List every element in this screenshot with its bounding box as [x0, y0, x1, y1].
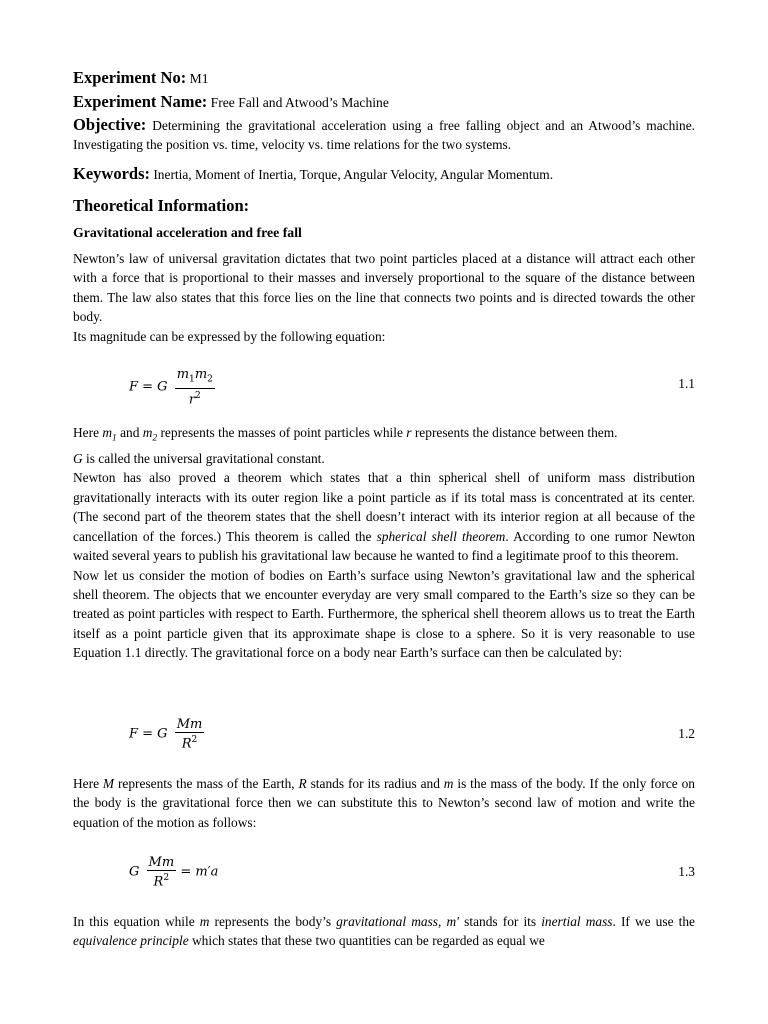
fraction-denominator: $R^2$	[181, 735, 198, 752]
paragraph-text: Here M represents the mass of the Earth, R stands for its radius and m is the mass of the body. If the only force on the body is the gravitational force then we can substitute this to Newton’s second law of motion and write the equation of the motion as follows:	[73, 776, 695, 830]
equation-number: 1.2	[678, 726, 695, 741]
paragraph-newton-law	[73, 249, 695, 346]
keywords-paragraph	[73, 164, 695, 184]
objective-label: Objective:	[73, 115, 147, 134]
fraction-numerator: Mm	[148, 855, 175, 870]
keywords-label: Keywords:	[73, 164, 150, 183]
subsection-title: Gravitational acceleration and free fall	[73, 225, 302, 240]
paragraph-text: In this equation while m represents the body’s gravitational mass, m′ stands for its inertial mass. If we use the equivalence principle which states that these two quantities can be regarded as equal we	[73, 914, 695, 949]
paragraph-text: Newton’s law of universal gravitation dictates that two point particles placed at a distance will attract each other with a force that is proportional to their masses and inversely proportional to the square of the distance between them. The law also states that this force lies on the line that connects two points and is directed towards the other body.	[73, 251, 695, 325]
paragraph-equivalence	[73, 912, 695, 951]
paragraph-earth-mass	[73, 774, 695, 832]
fraction-denominator: $r^2$	[188, 390, 201, 407]
experiment-name-line	[73, 92, 389, 112]
fraction	[147, 855, 177, 889]
experiment-name-value: Free Fall and Atwood’s Machine	[207, 95, 389, 110]
paragraph-earth-surface: Now let us consider the motion of bodies on Earth’s surface using Newton’s gravitational law and the spherical shell theorem. The objects that we encounter everyday are very small compared to the Earth’s size so they can be treated as point particles with respect to Earth. Furthermore, the spherical shell theorem allows us to treat the Earth itself as a point particle given that its approximate shape is close to a sphere. So it is very reasonable to use Equation 1.1 directly. The gravitational force on a body near Earth’s surface can then be calculated by:	[73, 567, 695, 661]
equation-1-3	[129, 855, 218, 889]
equation-lhs: F = G	[129, 726, 168, 742]
equation-1-2	[129, 717, 204, 751]
fraction-denominator: $R^2$	[153, 873, 170, 890]
equation-number: 1.1	[678, 376, 695, 391]
fraction-numerator: $m_1m_2$	[175, 367, 215, 389]
equation-number: 1.3	[678, 864, 695, 879]
paragraph-variables: Here $m_1$ and $m_2$ represents the masses of point particles while r represents the distance between them. G is called the universal gravitational constant.	[73, 425, 618, 467]
equation-1-1	[129, 367, 215, 407]
paragraph-shell-theorem	[73, 423, 695, 663]
equation-rhs: = m′a	[180, 864, 219, 880]
equation-lhs: F = G	[129, 379, 168, 395]
fraction-numerator: Mm	[176, 717, 203, 732]
paragraph-text: Its magnitude can be expressed by the following equation:	[73, 328, 386, 344]
section-title: Theoretical Information:	[73, 196, 250, 215]
equation-lhs: G	[129, 864, 140, 880]
experiment-number-value: M1	[186, 71, 209, 86]
objective-paragraph	[73, 115, 695, 155]
fraction	[175, 717, 205, 751]
objective-text: Determining the gravitational acceleration using a free falling object and an Atwood’s machine. Investigating the position vs. time, velocity vs. time relations for the two systems.	[73, 118, 695, 153]
fraction	[175, 367, 215, 407]
experiment-number-label: Experiment No:	[73, 68, 187, 87]
keywords-text: Inertia, Moment of Inertia, Torque, Angular Velocity, Angular Momentum.	[150, 167, 554, 182]
paragraph-theorem: Newton has also proved a theorem which states that a thin spherical shell of uniform mass distribution gravitationally interacts with its outer region like a point particle as if its total mass is concentrated at its center. (The second part of the theorem states that the shell doesn’t interact with its interior region at all because of the cancellation of the forces.) This theorem is called the spherical shell theorem. According to one rumor Newton waited several years to publish his gravitational law because he wanted to find a legitimate proof to this theorem.	[73, 470, 695, 564]
experiment-number-line	[73, 68, 209, 88]
experiment-name-label: Experiment Name:	[73, 92, 208, 111]
